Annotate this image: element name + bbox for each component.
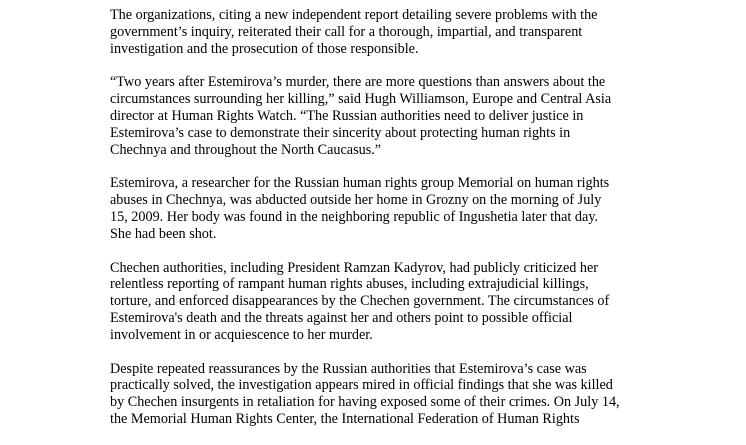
text-line: “Two years after Estemirova’s murder, there are more questions than answers about the	[110, 74, 606, 91]
text-line: Despite repeated reassurances by the Russian authorities that Estemirova’s case was	[110, 360, 587, 377]
text-line: torture, and enforced disappearances by the Chechen government. The circumstances of	[110, 293, 610, 310]
text-line: practically solved, the investigation appears mired in official findings that she was killed	[110, 377, 613, 394]
text-line: government’s inquiry, reiterated their call for a thorough, impartial, and transparent	[110, 23, 583, 40]
paragraph-4	[110, 260, 638, 344]
text-line: Estemirova's death and the threats against her and others point to possible official	[110, 309, 573, 326]
text-line: Chechnya and throughout the North Caucasus.”	[110, 141, 382, 158]
document-body	[110, 7, 638, 445]
paragraph-5	[110, 361, 638, 428]
text-line: The organizations, citing a new independent report detailing severe problems with the	[110, 7, 598, 23]
text-line: Estemirova, a researcher for the Russian human rights group Memorial on human rights	[110, 175, 610, 192]
text-line: circumstances surrounding her killing,” said Hugh Williamson, Europe and Central Asia	[110, 91, 612, 108]
text-line: by Chechen insurgents in retaliation for having exposed some of their crimes. On July 14,	[110, 394, 620, 411]
paragraph-1	[110, 7, 638, 57]
text-line: abuses in Chechnya, was abducted outside her home in Grozny on the morning of July	[110, 192, 602, 209]
paragraph-2	[110, 74, 638, 158]
paragraph-3	[110, 175, 638, 242]
text-line: relentless reporting of rampant human rights abuses, including extrajudicial killings,	[110, 276, 589, 293]
text-line: director at Human Rights Watch. “The Russian authorities need to deliver justice in	[110, 107, 584, 124]
text-line: the Memorial Human Rights Center, the International Federation of Human Rights	[110, 410, 580, 427]
text-line: investigation and the prosecution of those responsible.	[110, 40, 419, 57]
text-line: Estemirova’s case to demonstrate their sincerity about protecting human rights in	[110, 124, 571, 141]
text-line: involvement in or acquiescence to her murder.	[110, 326, 373, 343]
text-line: She had been shot.	[110, 225, 217, 242]
text-line: Chechen authorities, including President Ramzan Kadyrov, had publicly criticized her	[110, 259, 599, 276]
text-line: 15, 2009. Her body was found in the neighboring republic of Ingushetia later that day.	[110, 208, 599, 225]
